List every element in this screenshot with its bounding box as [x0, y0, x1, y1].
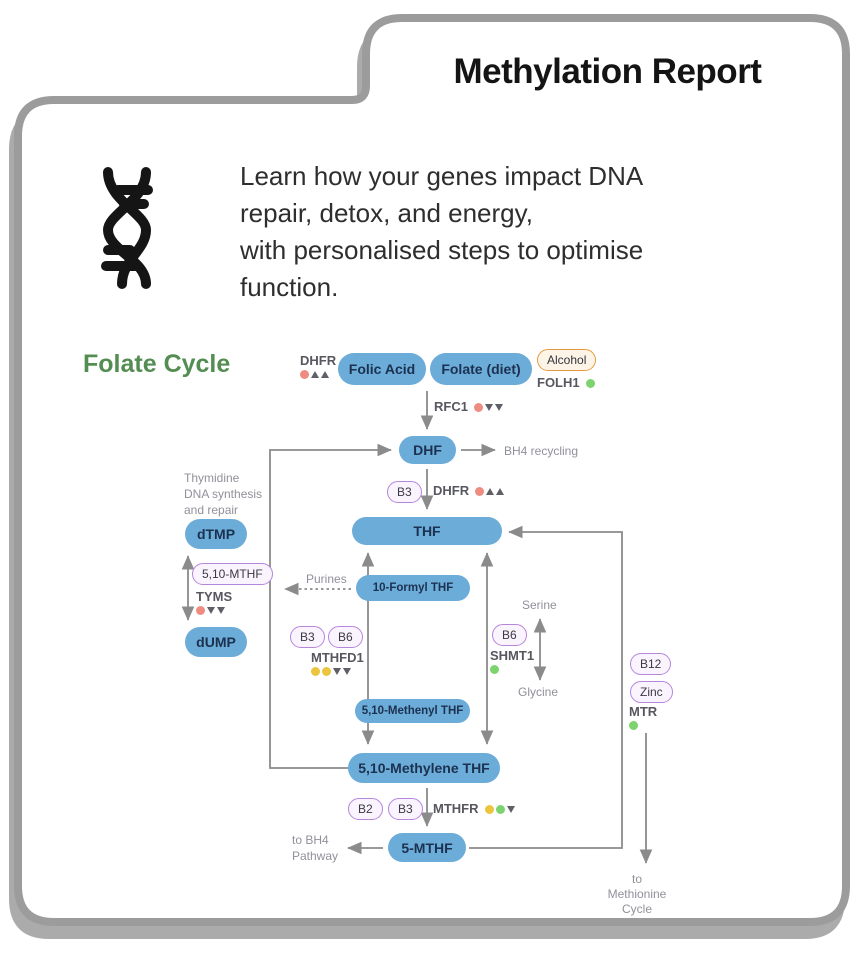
note-line: Pathway: [292, 849, 339, 863]
section-title-folate-cycle: Folate Cycle: [83, 350, 231, 378]
node-dhf: DHF: [399, 436, 456, 464]
gene-indicators: [490, 665, 534, 674]
badge-b3-dhfr: B3: [387, 481, 422, 503]
green-status-dot: [629, 721, 638, 730]
yellow-status-dot: [311, 667, 320, 676]
badge-alcohol: Alcohol: [537, 349, 596, 371]
gene-folh1: [537, 375, 595, 390]
note-line: to: [631, 872, 642, 886]
node-folate-diet: Folate (diet): [430, 353, 532, 385]
gene-indicators: [475, 487, 504, 496]
badge-zinc: Zinc: [630, 681, 673, 703]
trend-down-icon: [333, 668, 341, 675]
gene-label: RFC1: [434, 399, 468, 414]
note-line: Methionine: [607, 887, 667, 901]
note-to-bh4-pathway: [292, 832, 338, 864]
green-status-dot: [490, 665, 499, 674]
red-status-dot: [300, 370, 309, 379]
gene-label: MTHFD1: [311, 650, 364, 665]
node-dump: dUMP: [185, 627, 247, 657]
gene-tyms: [196, 589, 232, 615]
gene-indicators: [586, 379, 595, 388]
trend-down-icon: [217, 607, 225, 614]
gene-indicators: [196, 606, 232, 615]
trend-down-icon: [495, 404, 503, 411]
note-line: and repair: [184, 503, 239, 517]
trend-down-icon: [485, 404, 493, 411]
trend-up-icon: [321, 371, 329, 378]
badge-b12: B12: [630, 653, 671, 675]
gene-dhfr-top: [300, 353, 336, 379]
gene-indicators: [311, 667, 364, 676]
green-status-dot: [496, 805, 505, 814]
badge-510-mthf: 5,10-MTHF: [192, 563, 273, 585]
note-serine: Serine: [522, 598, 557, 612]
gene-indicators: [300, 370, 336, 379]
note-to-methionine-cycle: [601, 872, 673, 917]
badge-b3-mthfr: B3: [388, 798, 423, 820]
note-line: Cycle: [621, 902, 652, 916]
gene-indicators: [474, 403, 503, 412]
note-line: Thymidine: [184, 471, 240, 485]
note-bh4-recycling: BH4 recycling: [504, 444, 579, 458]
note-purines: Purines: [306, 572, 347, 586]
intro-line: Learn how your genes impact DNA: [240, 161, 644, 191]
gene-indicators: [485, 805, 515, 814]
badge-b6-mthfd1: B6: [328, 626, 363, 648]
node-dtmp: dTMP: [185, 519, 247, 549]
gene-shmt1: [490, 648, 534, 674]
badge-b6-shmt1: B6: [492, 624, 527, 646]
gene-dhfr-mid: [433, 483, 504, 498]
trend-up-icon: [311, 371, 319, 378]
red-status-dot: [196, 606, 205, 615]
intro-line: repair, detox, and energy,: [240, 198, 533, 228]
node-10-formyl-thf: 10-Formyl THF: [356, 575, 470, 601]
gene-label: MTR: [629, 704, 658, 719]
trend-down-icon: [207, 607, 215, 614]
yellow-status-dot: [485, 805, 494, 814]
gene-rfc1: [434, 399, 503, 414]
trend-down-icon: [507, 806, 515, 813]
badge-b3-mthfd1: B3: [290, 626, 325, 648]
red-status-dot: [474, 403, 483, 412]
gene-label: DHFR: [300, 353, 337, 368]
gene-indicators: [629, 721, 657, 730]
gene-mthfd1: [311, 650, 364, 676]
trend-down-icon: [343, 668, 351, 675]
green-status-dot: [586, 379, 595, 388]
gene-label: FOLH1: [537, 375, 580, 390]
note-thymidine: [184, 470, 262, 518]
node-5-mthf: 5-MTHF: [388, 833, 466, 862]
gene-mthfr: [433, 801, 515, 816]
intro-line: with personalised steps to optimise: [240, 235, 644, 265]
note-glycine: Glycine: [518, 685, 559, 699]
node-510-methenyl-thf: 5,10-Methenyl THF: [355, 699, 470, 723]
node-thf: THF: [352, 517, 502, 545]
page-title: Methylation Report: [453, 52, 762, 91]
gene-label: MTHFR: [433, 801, 479, 816]
gene-mtr: [629, 704, 657, 730]
gene-label: SHMT1: [490, 648, 535, 663]
node-folic-acid: Folic Acid: [338, 353, 426, 385]
badge-b2-mthfr: B2: [348, 798, 383, 820]
note-line: to BH4: [292, 833, 329, 847]
node-510-methylene-thf: 5,10-Methylene THF: [348, 753, 500, 783]
gene-label: TYMS: [196, 589, 233, 604]
trend-up-icon: [496, 488, 504, 495]
note-line: DNA synthesis: [184, 487, 263, 501]
yellow-status-dot: [322, 667, 331, 676]
trend-up-icon: [486, 488, 494, 495]
intro-line: function.: [240, 272, 339, 302]
gene-label: DHFR: [433, 483, 470, 498]
red-status-dot: [475, 487, 484, 496]
